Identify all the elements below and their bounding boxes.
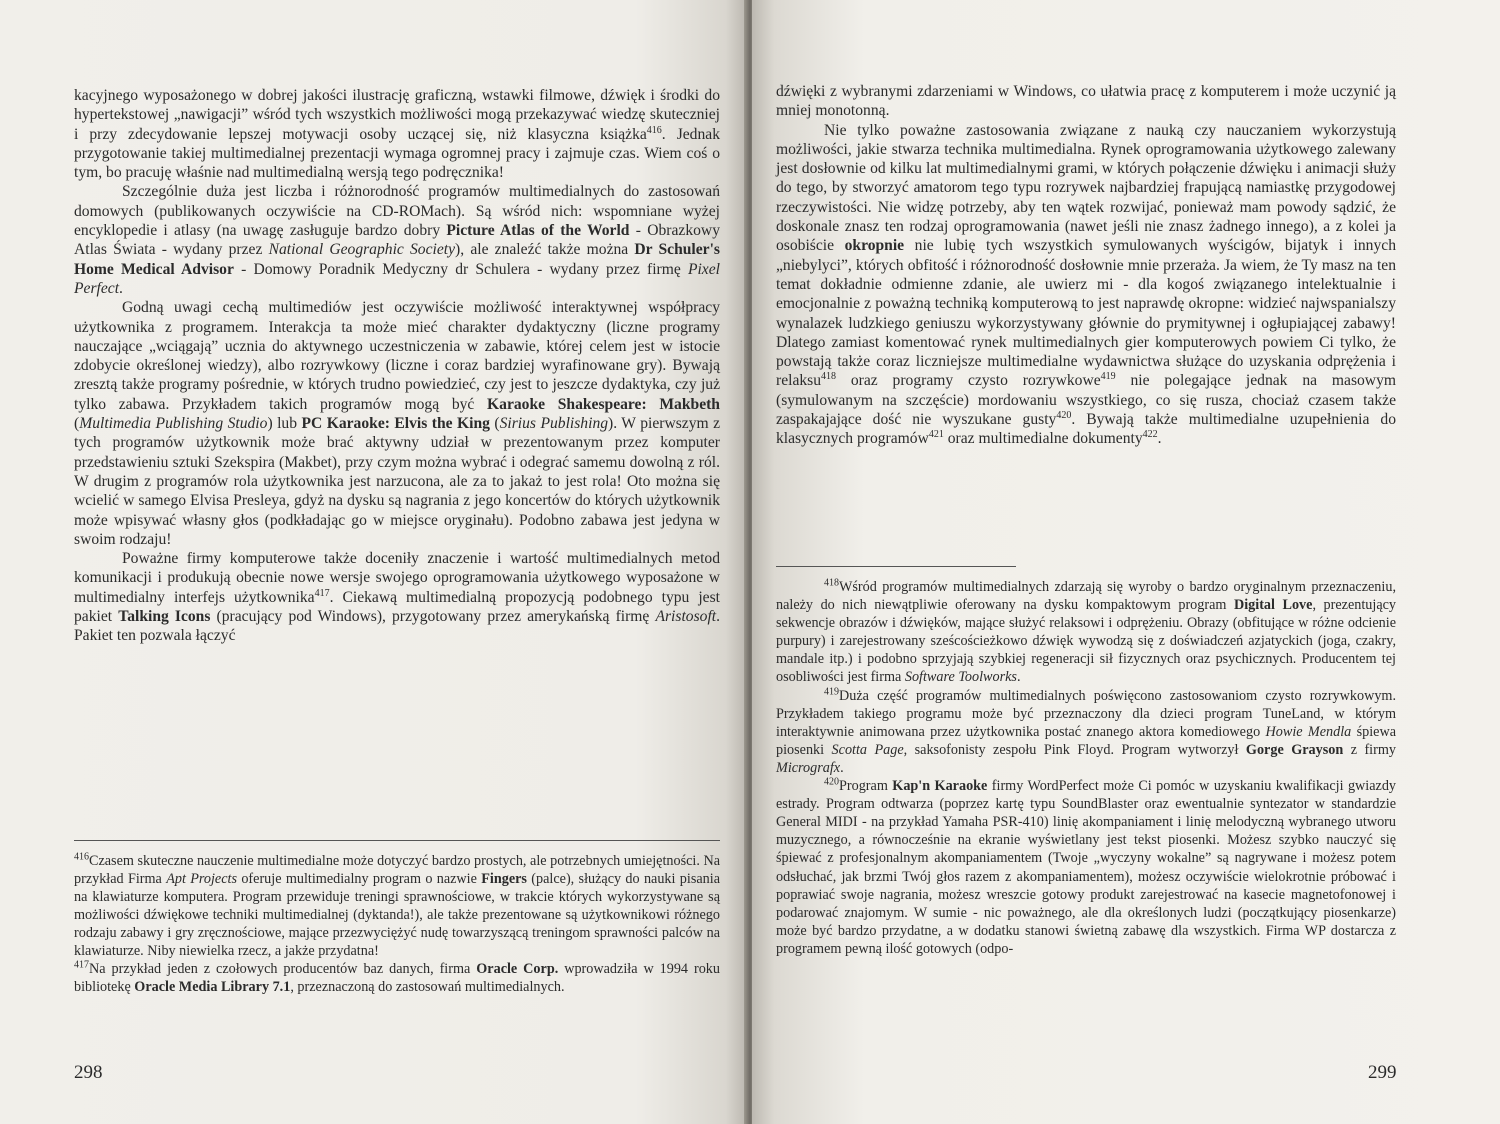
footnote-ref: 421 — [928, 429, 944, 441]
text-run: śpiewa piosenki — [776, 723, 1396, 758]
text-run: Software Toolworks — [904, 669, 1017, 686]
text-run: . — [1016, 669, 1021, 686]
text-run: - Domowy Poradnik Medyczny dr Schulera - wydany przez firmę — [233, 260, 688, 278]
text-run: Duża część programów multimedialnych poświęcono zastosowaniom czysto rozrywkowym. Przykładem takiego programu może być przeznaczony dla dzieci program TuneLand, w którym interaktywnie animowana przez użytkownika postać znanego aktora komediowego — [776, 687, 1396, 740]
text-run: , przeznaczoną do zastosowań multimedialnych. — [290, 979, 565, 995]
right-page — [752, 0, 1500, 1124]
text-run: Apt Projects — [166, 871, 237, 887]
text-run: ), ale znaleźć także można — [455, 241, 635, 259]
footnote-separator — [776, 566, 1016, 567]
text-run: . — [1157, 430, 1162, 448]
footnote-ref: 420 — [1056, 409, 1072, 421]
text-run: . — [119, 279, 123, 297]
text-run: . Ciekawą multimedialną propozycją podobnego typu jest pakiet — [74, 588, 720, 626]
footnote-ref: 416 — [646, 124, 662, 136]
text-run: firmy WordPerfect może Ci pomóc w uzyskaniu kwalifikacji gwiazdy estrady. Program odtwarza (poprzez kartę typu SoundBlaster oraz ewentualnie syntezator w standardzie General MIDI - na przykład Yamaha PSR-410) linię akompaniament i linię melodyczną wybranego utworu muzycznego, a równocześnie na ekranie wyświetlany jest tekst piosenki. Możesz szybko nauczyć się śpiewać z profesjonalnym akompaniamentem (Twoje „wyczyny wokalne” są nagrywane i możesz potem odsłuchać, jak brzmi Twój głos razem z akompaniamentem), możesz oczywiście wielokrotnie próbować i poprawiać swoje nagrania, możesz wreszcie gotowy produkt zarejestrować na kasecie magnetofonowej i podarować znajomym. W sumie - nic poważnego, ale dla określonych ludzi (początkujący piosenkarze) może być bardzo przydatne, a w dodatku stanowi świetną zabawę dla wszystkich. Firma WP dostarcza z programem pewną ilość gotowych (odpo- — [776, 778, 1397, 957]
footnote-ref: 417 — [74, 959, 89, 971]
text-run: Na przykład jeden z czołowych producentów baz danych, firma — [89, 961, 477, 977]
text-run: ) lub — [267, 415, 302, 433]
paragraph — [74, 182, 720, 298]
page-number: 298 — [74, 1062, 103, 1083]
paragraph — [776, 121, 1396, 449]
text-run: Oracle Media Library 7.1 — [134, 979, 291, 995]
text-run: Karaoke Shakespeare: Makbeth — [487, 395, 720, 413]
text-run: Digital Love — [1233, 597, 1313, 614]
text-run: Poważne firmy komputerowe także doceniły znaczenie i wartość multimedialnych metod komunikacji i produkują obecnie nowe wersje swojego oprogramowania użytkowego wyposażone w multimedialny interfejs użytkownika — [74, 550, 720, 606]
text-run: oraz programy czysto rozrywkowe — [836, 372, 1101, 390]
text-run: Fingers — [481, 871, 527, 887]
paragraph — [74, 549, 720, 645]
text-run: Szczególnie duża jest liczba i różnorodność programów multimedialnych do zastosowań domowych (publikowanych oczywiście na CD-ROMach). Są wśród nich: wspomniane wyżej encyklopedie i atlasy (na uwagę zasługuje bardzo dobry — [74, 183, 720, 240]
text-run: PC Karaoke: Elvis the King — [301, 415, 490, 433]
text-run: ( — [74, 415, 80, 433]
text-run: - Obrazkowy Atlas Świata - wydany przez — [74, 222, 720, 259]
paragraph — [776, 687, 1396, 777]
footnote-ref: 418 — [824, 577, 839, 589]
paragraph — [74, 298, 720, 549]
right-footnotes — [776, 578, 1396, 958]
text-run: Scotta Page — [831, 741, 904, 758]
paragraph — [74, 852, 720, 960]
left-page — [0, 0, 748, 1124]
right-body-text — [776, 82, 1396, 449]
footnote-ref: 418 — [821, 371, 837, 383]
text-run: dźwięki z wybranymi zdarzeniami w Windows, co ułatwia pracę z komputerem i może uczynić ją mniej monotonną. — [776, 83, 1396, 120]
text-run: . Bywają także multimedialne uzupełnienia do klasycznych programów — [776, 411, 1396, 448]
footnote-ref: 422 — [1142, 429, 1158, 441]
footnote-ref: 417 — [314, 587, 330, 599]
text-run: oraz multimedialne dokumenty — [943, 430, 1143, 448]
text-run: kacyjnego wyposażonego w dobrej jakości ilustrację graficzną, wstawki filmowe, dźwięk i środki do hypertekstowej „nawigacji” wśród tych wszystkich możliwości mogą przekazywać wiedzę skuteczniej i przy zdecydowanie lepszej motywacji osoby uczącej się, niż klasyczna książka — [74, 87, 720, 143]
text-run: wprowadziła w 1994 roku bibliotekę — [74, 961, 720, 995]
paragraph — [776, 82, 1396, 121]
text-run: oferuje multimedialny program o nazwie — [237, 871, 482, 887]
text-run: nie lubię tych wszystkich symulowanych wyścigów, bijatyk i innych „niebylyci”, których obfitość i różnorodność dosłownie mnie przeraża. Ja wiem, że Ty masz na ten temat dokładnie odmienne zdanie, ale uwierz mi - dla kogoś związanego intelektualnie i emocjonalnie z poważną techniką komputerową to jest naprawdę okropne: widzieć najwspanialszy wynalazek ludzkiego geniuszu wykorzystywany głównie do prymitywnej i ogłupiającej zabawy! Dlatego zamiast komentować rynek multimedialnych gier komputerowych powiem Ci tylko, że powstają także coraz liczniejsze multimedialne wydawnictwa służące do uzyskania odprężenia i relaksu — [776, 237, 1396, 390]
paragraph — [74, 960, 720, 996]
text-run: Wśród programów multimedialnych zdarzają się wyroby o bardzo oryginalnym przeznaczeniu, należy do nich niewątpliwie oferowany na dysku kompaktowym program — [776, 579, 1396, 614]
text-run: nie polegające jednak na masowym (symulowanym na szczęście) mordowaniu wszystkiego, co się rusza, chociaż czasem także zaspakajające dość nie wyszukane gusty — [776, 372, 1396, 429]
left-footnotes — [74, 852, 720, 996]
footnote-ref: 419 — [824, 685, 839, 697]
paragraph — [74, 86, 720, 182]
text-run: (palce), służący do nauki pisania na klawiaturze komputera. Program przewiduje treningi sprawnościowe, w trakcie których wykorzystywane są możliwości dźwiękowe techniki multimedialnej (dyktanda!), ale także prezentowane są użytkownikowi różnego rodzaju zabawy i gry zręcznościowe, mające przezwyciężyć nudę towarzyszącą treningom sprawności palców na klawiaturze. Niby niewielka rzecz, a jakże przydatna! — [74, 871, 720, 959]
paragraph — [776, 578, 1396, 687]
text-run: Picture Atlas of the World — [446, 222, 630, 240]
text-run: . — [840, 759, 844, 776]
text-run: Kap'n Karaoke — [892, 778, 988, 795]
text-run: ( — [489, 415, 500, 433]
text-run: . Jednak przygotowanie takiej multimedialnej prezentacji wymaga ogromnej pracy i zajmuje czas. Wiem coś o tym, bo pracuję właśnie nad multimedialną wersją tego podręcznika! — [74, 125, 720, 182]
paragraph — [776, 777, 1396, 958]
footnote-separator — [74, 840, 720, 841]
text-run: z firmy — [1343, 741, 1396, 758]
text-run: , prezentujący sekwencje obrazów i dźwięków, mające służyć relaksowi i odprężeniu. Obrazy (obfitujące w różne odcienie purpury) i zarejestrowany sześcościeżkowo dźwięk wywodzą się z doświadczeń azjatyckich (joga, czakry, mandale itp.) i podobno sprzyjają szybkiej regeneracji sił fizycznych oraz psychicznych. Producentem tej osobliwości jest firma — [776, 597, 1397, 686]
footnote-ref: 420 — [824, 776, 839, 788]
text-run: National Geographic Society — [268, 241, 456, 259]
text-run: Nie tylko poważne zastosowania związane z nauką czy nauczaniem wykorzystują możliwości, jakie stwarza technika multimedialna. Rynek oprogramowania użytkowego zalewany jest dosłownie od kilku lat multimedialnymi grami, w których połączenie dźwięku i animacji służy do tego, by stworzyć amatorom tego typu rozrywek najbardziej frapującą namiastkę przygodowej rzeczywistości. Nie widzę potrzeby, aby ten wątek rozwijać, ponieważ mam powody sądzić, że doskonale znasz ten rodzaj oprogramowania (nawet jeśli nie znasz żadnego innego), a z kolei ja osobiście — [776, 121, 1396, 255]
text-run: Dr Schuler's Home Medical Advisor — [74, 241, 721, 278]
text-run: . Pakiet ten pozwala łączyć — [74, 608, 721, 645]
text-run: (pracujący pod Windows), przygotowany przez amerykańską firmę — [210, 608, 656, 626]
text-run: Gorge Grayson — [1245, 741, 1344, 758]
text-run: Multimedia Publishing Studio — [79, 415, 268, 433]
text-run: ). W pierwszym z tych programów użytkownik może brać aktywny udział w prezentowanym przez komputer przedstawieniu sztuki Szekspira (Makbet), przy czym można wybrać i odegrać samemu dowolną z ról. W drugim z programów rola użytkownika jest narzucona, ale za to jakaż to jest rola! Oto można się wcielić w samego Elvisa Presleya, gdyż na dysku są nagrania z jego koncertów do których użytkownik może wpisywać własny głos (podkładając go w miejsce oryginału). Podobno zabawa jest jedyna w swoim rodzaju! — [74, 415, 720, 548]
text-run: Howie Mendla — [1265, 723, 1352, 740]
footnote-ref: 416 — [74, 851, 89, 863]
text-run: Sirius Publishing — [499, 415, 609, 433]
text-run: Czasem skuteczne nauczenie multimedialne może dotyczyć bardzo prostych, ale potrzebnych umiejętności. Na przykład Firma — [74, 853, 720, 887]
footnote-ref: 419 — [1100, 371, 1116, 383]
text-run: okropnie — [844, 237, 905, 255]
text-run: Program — [839, 778, 893, 795]
text-run: , saksofonisty zespołu Pink Floyd. Program wytworzył — [903, 741, 1246, 758]
page-number: 299 — [1368, 1062, 1397, 1083]
text-run: Oracle Corp. — [476, 961, 559, 977]
left-body-text — [74, 86, 720, 646]
text-run: Pixel Perfect — [74, 260, 720, 297]
text-run: Aristosoft — [655, 608, 717, 626]
text-run: Micrografx — [776, 759, 841, 776]
text-run: Talking Icons — [118, 608, 211, 626]
text-run: Godną uwagi cechą multimediów jest oczywiście możliwość interaktywnej współpracy użytkownika z programem. Interakcja ta może mieć charakter dydaktyczny (liczne programy nauczające „wciągają” ucznia do aktywnego uczestniczenia w zabawie, której celem jest w istocie zdobycie określonej wiedzy), albo rozrywkowy (liczne i coraz bardziej wyrafinowane gry). Bywają zresztą także programy pośrednie, w których trudno powiedzieć, czy jest to jeszcze dydaktyka, czy już tylko zabawa. Przykładem takich programów mogą być — [74, 299, 720, 413]
